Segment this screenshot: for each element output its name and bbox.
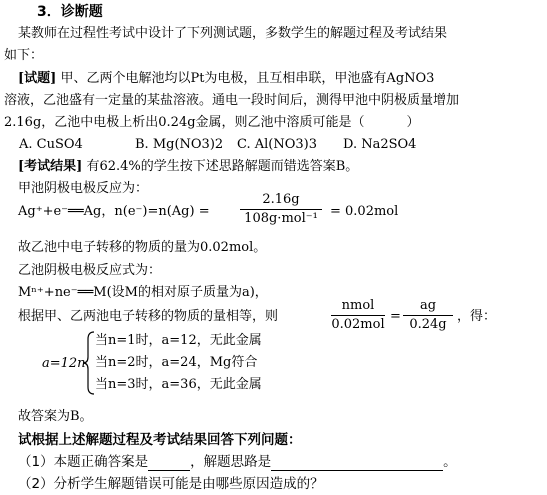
intro-line-1: 某教师在过程性考试中设计了下列测试题，多数学生的解题过程及考试结果 [18, 26, 448, 41]
intro-line-2: 如下： [4, 48, 44, 63]
case-lhs: a=12n [42, 356, 86, 371]
question-tag: [试题] [18, 71, 57, 86]
equal-line: 根据甲、乙两池电子转移的物质的量相等，则 [18, 309, 279, 324]
task-title: 试根据上述解题过程及考试结果回答下列问题： [18, 432, 302, 448]
task-1-reason-blank[interactable] [271, 454, 443, 471]
task-1-end: 。 [443, 454, 457, 470]
task-1-mid: ，解题思路是 [190, 454, 272, 470]
option-a: A. CuSO4 [19, 137, 83, 152]
option-c: C. Al(NO3)3 [237, 137, 318, 152]
question-line-2: 溶液，乙池盛有一定量的某盐溶液。通电一段时间后，测得甲池中阴极质量增加 [4, 93, 460, 108]
question-text-3-end: ） [406, 115, 420, 130]
case-1: 当n=1时，a=12，无此金属 [95, 333, 262, 348]
electron-line: 故乙池中电子转移的物质的量为0.02mol。 [18, 240, 267, 255]
case-3: 当n=3时，a=36，无此金属 [95, 377, 262, 392]
question-text-1: 甲、乙两个电解池均以Pt为电极，且互相串联，甲池盛有AgNO3 [60, 71, 435, 86]
task-1-text: （1）本题正确答案是 [18, 454, 149, 470]
equation-1: Ag⁺+e⁻══Ag，n(e⁻)=n(Ag) = [18, 204, 210, 219]
equation-1-result: = 0.02mol [330, 204, 399, 219]
fraction-3-den: 0.24g [409, 317, 447, 332]
fraction-1 [240, 192, 322, 227]
fraction-3-bar [403, 315, 453, 316]
equation-2: Mⁿ⁺+ne⁻══M(设M的相对原子质量为a)， [18, 285, 268, 300]
result-text: 有62.4%的学生按下述思路解题而错选答案B。 [86, 159, 359, 174]
task-2: （2）分析学生解题错误可能是由哪些原因造成的？ [18, 476, 324, 492]
cathode-a-label: 甲池阴极电极反应为： [18, 181, 149, 196]
cathode-b-label: 乙池阴极电极反应式为： [18, 263, 162, 278]
case-2: 当n=2时，a=24，Mg符合 [95, 355, 258, 370]
fraction-1-num: 2.16g [262, 192, 300, 207]
result-tag: [考试结果] [18, 159, 83, 174]
fraction-2-bar [331, 315, 385, 316]
equal-tail: ，得： [457, 309, 497, 324]
fraction-1-den: 108g·mol⁻¹ [244, 211, 318, 226]
question-line-1 [18, 70, 434, 88]
question-line-3 [4, 114, 420, 132]
fraction-3-num: ag [419, 298, 437, 313]
option-b: B. Mg(NO3)2 [135, 137, 224, 152]
fraction-2-num: nmol [341, 298, 375, 313]
question-text-3: 2.16g，乙池中电极上析出0.24g金属，则乙池中溶质可能是（ [4, 115, 365, 130]
fraction-1-bar [240, 209, 322, 210]
task-1-answer-blank[interactable] [148, 454, 190, 471]
fraction-2-den: 0.02mol [331, 317, 385, 332]
option-d: D. Na2SO4 [343, 137, 417, 152]
fraction-2 [331, 298, 385, 332]
case-brace [82, 331, 96, 395]
task-1 [18, 453, 457, 471]
fraction-3 [403, 298, 453, 332]
equal-sign: = [390, 309, 401, 324]
result-line [18, 158, 358, 176]
answer-line: 故答案为B。 [18, 409, 93, 424]
section-title: 3．诊断题 [37, 4, 103, 20]
